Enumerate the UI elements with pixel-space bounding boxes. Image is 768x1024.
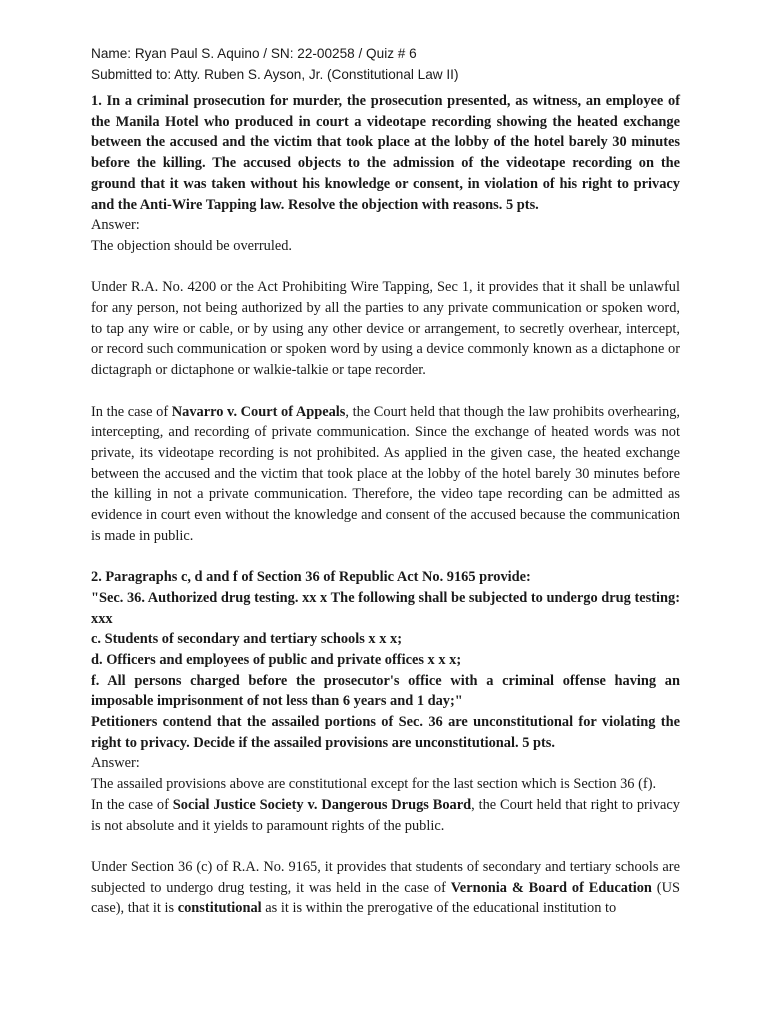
question-2-item-d: d. Officers and employees of public and private offices x x x; (91, 651, 462, 668)
answer-1-paragraph-navarro: In the case of Navarro v. Court of Appeals, the Court held that though the law prohibits overhearing, intercepting, and recording of private communication. Since the exchange of heated words was not private, its videotape recording is not prohibited. As applied in the given case, the heated exchange between the accused and the victim that took place at the lobby of the hotel barely 30 minutes before the killing in not a private communication. Therefore, the video tape recording can be admitted as evidence in court even without the knowledge and consent of the accused because the communication is made in public. (91, 403, 680, 544)
emphasis-constitutional: constitutional (177, 900, 262, 917)
answer-1-paragraph-ra4200: Under R.A. No. 4200 or the Act Prohibiting Wire Tapping, Sec 1, it provides that it shall be unlawful for any person, not being authorized by all the parties to any private communication or spoken word, to tap any wire or cable, or by using any other device or arrangement, to secretly overhear, intercept, or record such communication or spoken word by using a device commonly known as a dictaphone or dictagraph or dictaphone or walkie-talkie or tape recorder. (91, 279, 680, 379)
question-2-section: "Sec. 36. Authorized drug testing. xx x The following shall be subjected to undergo drug testing: xxx (91, 589, 680, 627)
answer-label: Answer: (91, 217, 140, 234)
answer-2-paragraph-sjs: In the case of Social Justice Society v. Dangerous Drugs Board, the Court held that right to privacy is not absolute and it yields to paramount rights of the public. (91, 796, 680, 834)
question-1 (91, 91, 680, 215)
case-name-navarro: Navarro v. Court of Appeals (171, 403, 346, 420)
case-name-vernonia: Vernonia & Board of Education (450, 879, 652, 896)
answer-2-paragraph-vernonia: Under Section 36 (c) of R.A. No. 9165, it provides that students of secondary and tertiary schools are subjected to undergo drug testing, it was held in the case of Vernonia & Board of Education (US case), that it is constitutional as it is within the prerogative of the educational institution to (91, 858, 680, 917)
question-2-petition: Petitioners contend that the assailed portions of Sec. 36 are unconstitutional for violating the right to privacy. Decide if the assailed provisions are unconstitutional. 5 pts. (91, 714, 680, 751)
document-header (91, 43, 691, 85)
question-2-intro: 2. Paragraphs c, d and f of Section 36 of Republic Act No. 9165 provide: (91, 569, 531, 586)
answer-1-summary: The objection should be overruled. (91, 237, 293, 254)
question-2-item-c: c. Students of secondary and tertiary schools x x x; (91, 631, 402, 648)
question-2 (91, 567, 680, 753)
answer-label: Answer: (91, 755, 140, 772)
case-name-sjs: Social Justice Society v. Dangerous Drugs Board (172, 796, 472, 813)
student-info-line: Name: Ryan Paul S. Aquino / SN: 22-00258 / Quiz # 6 (91, 46, 417, 61)
question-2-item-f: f. All persons charged before the prosecutor's office with a criminal offense having an imposable imprisonment of not less than 6 years and 1 day;" (91, 672, 680, 710)
document-body (91, 91, 680, 919)
answer-2-summary: The assailed provisions above are constitutional except for the last section which is Section 36 (f). (91, 776, 657, 793)
submitted-to-line: Submitted to: Atty. Ruben S. Ayson, Jr. (Constitutional Law II) (91, 67, 459, 82)
question-1-text: 1. In a criminal prosecution for murder, the prosecution presented, as witness, an employee of the Manila Hotel who produced in court a videotape recording showing the heated exchange between the accused and the victim that took place at the lobby of the hotel barely 30 minutes before the killing. The accused objects to the admission of the videotape recording on the ground that it was taken without his knowledge or consent, in violation of his right to privacy and the Anti-Wire Tapping law. Resolve the objection with reasons. 5 pts. (91, 93, 680, 213)
